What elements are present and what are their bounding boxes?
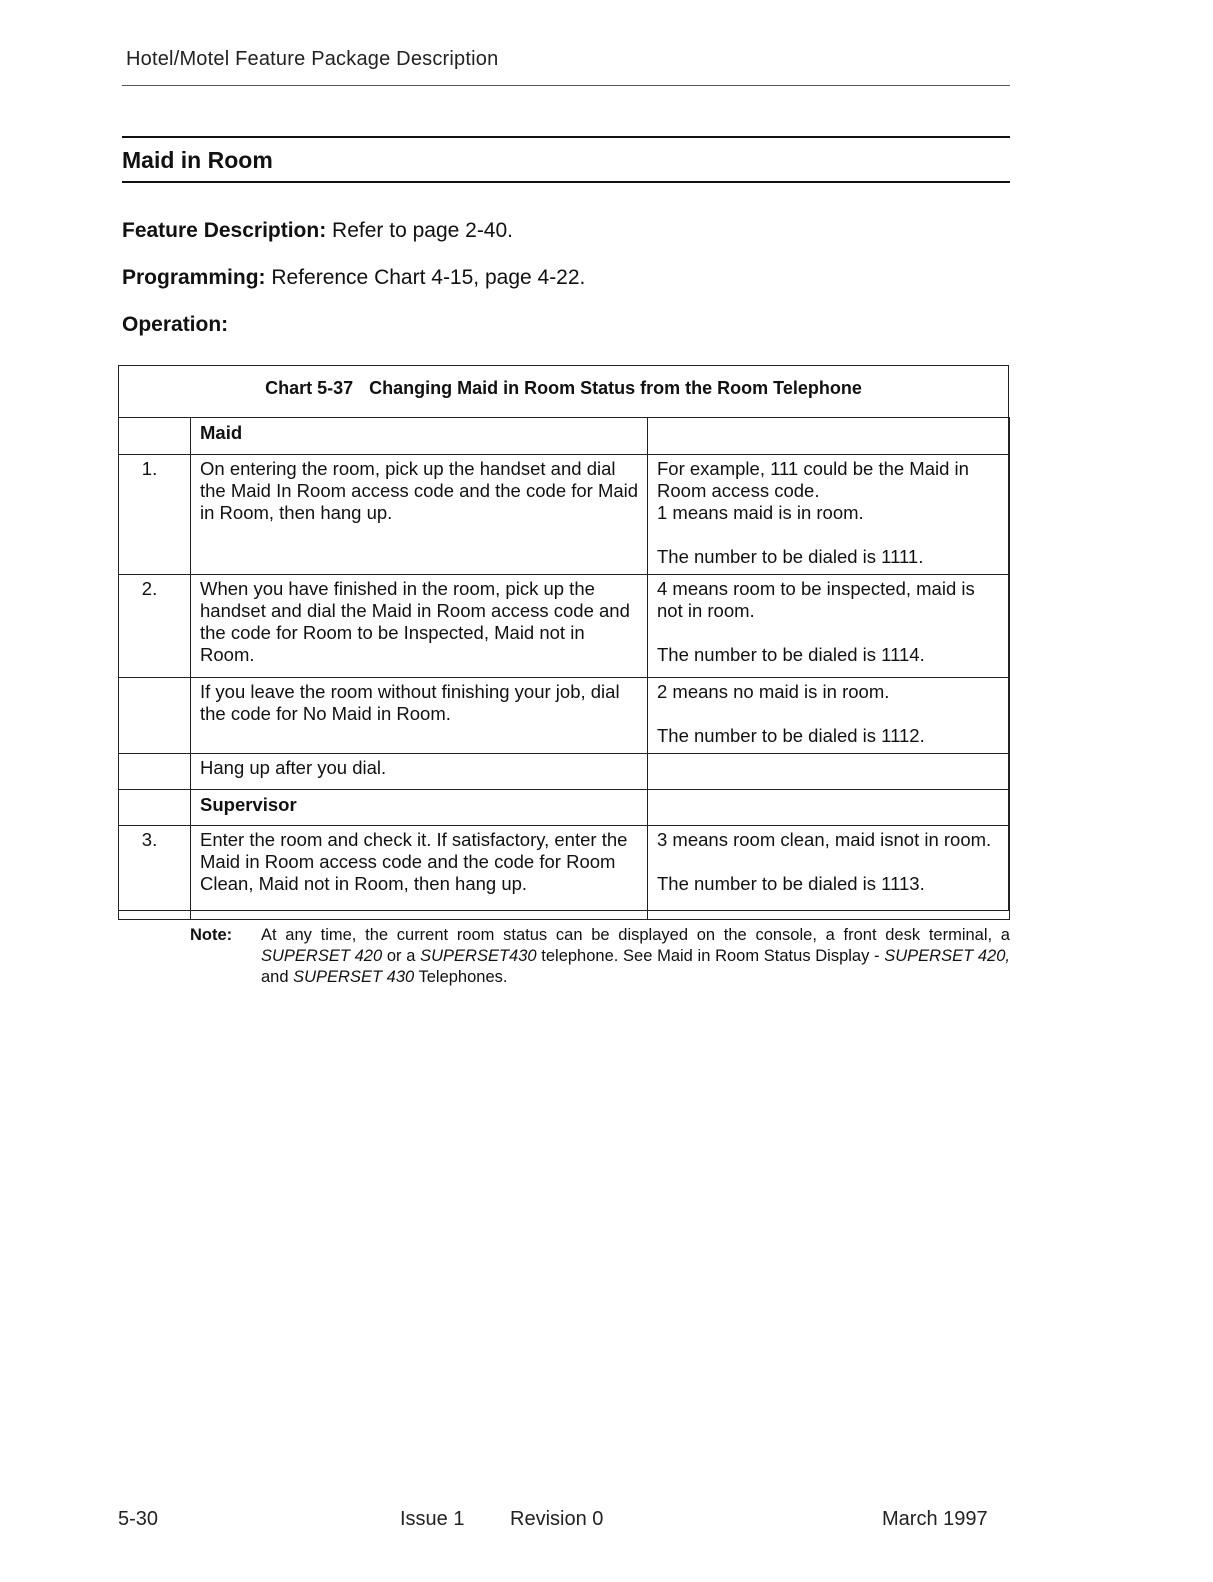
- steps-table: [118, 417, 1010, 920]
- operation-label: Operation:: [122, 313, 229, 336]
- note: [190, 925, 1010, 988]
- section-title: Maid in Room: [122, 147, 273, 173]
- step-note: [648, 754, 1010, 790]
- note-text: [261, 925, 1010, 988]
- table-row: [119, 754, 1010, 790]
- table-cell: [648, 418, 1010, 455]
- header-rule: [122, 85, 1010, 86]
- table-row: [119, 790, 1010, 826]
- footer-issue: Issue 1: [400, 1508, 465, 1530]
- step-note: [648, 826, 1010, 920]
- step-number: 1.: [119, 455, 191, 575]
- step-note-b: The number to be dialed is 1111.: [657, 546, 924, 567]
- step-number: [119, 754, 191, 790]
- section-rule-bottom: [122, 181, 1010, 183]
- superset-430-ref: SUPERSET 430: [293, 968, 415, 986]
- superset-430-ref: SUPERSET430: [420, 947, 537, 965]
- step-note-b: The number to be dialed is 1112.: [657, 725, 925, 746]
- note-text-part: or a: [382, 947, 421, 965]
- note-text-part: and: [261, 968, 294, 986]
- step-action: On entering the room, pick up the handset and dial the Maid In Room access code and the code for Maid in Room, then hang up.: [191, 455, 648, 575]
- note-text-part: telephone. See Maid in Room Status Display -: [536, 947, 885, 965]
- note-text-part: Telephones.: [414, 968, 508, 986]
- step-note: [648, 575, 1010, 678]
- footer-revision: Revision 0: [510, 1508, 604, 1530]
- step-note-b: The number to be dialed is 1113.: [657, 873, 925, 894]
- step-number: 2.: [119, 575, 191, 678]
- footer-page-number: 5-30: [118, 1508, 159, 1530]
- feature-description-label: Feature Description:: [122, 219, 327, 242]
- step-note-a: 2 means no maid is in room.: [657, 681, 890, 702]
- programming-label: Programming:: [122, 266, 266, 289]
- section-rule-top: [122, 136, 1010, 138]
- table-cell: [648, 790, 1010, 826]
- supervisor-header: Supervisor: [191, 790, 648, 826]
- table-cell: [119, 790, 191, 826]
- feature-description: [122, 219, 513, 243]
- step-action: Enter the room and check it. If satisfactory, enter the Maid in Room access code and the code for Room Clean, Maid not in Room, then hang up.: [191, 826, 648, 920]
- feature-description-text: Refer to page 2-40.: [326, 219, 514, 242]
- programming-text: Reference Chart 4-15, page 4-22.: [265, 266, 586, 289]
- running-header: Hotel/Motel Feature Package Description: [126, 48, 499, 70]
- step-action: If you leave the room without finishing your job, dial the code for No Maid in Room.: [191, 678, 648, 754]
- step-number: 3.: [119, 826, 191, 920]
- superset-420-ref: SUPERSET 420,: [884, 947, 1010, 965]
- chart-number: Chart 5-37: [265, 378, 354, 398]
- table-row: [119, 678, 1010, 754]
- step-note-a: For example, 111 could be the Maid in Room access code. 1 means maid is in room.: [657, 458, 969, 523]
- step-action: Hang up after you dial.: [191, 754, 648, 790]
- table-row: [119, 575, 1010, 678]
- step-action: When you have finished in the room, pick up the handset and dial the Maid in Room access code and the code for Room to be Inspected, Maid not in Room.: [191, 575, 648, 678]
- step-number: [119, 678, 191, 754]
- table-row: [119, 826, 1010, 920]
- programming: [122, 266, 585, 290]
- step-note-a: 4 means room to be inspected, maid is not in room.: [657, 578, 975, 621]
- chart-title-text: Changing Maid in Room Status from the Room Telephone: [369, 378, 862, 398]
- chart-box: [118, 365, 1009, 911]
- maid-header: Maid: [191, 418, 648, 455]
- note-label: Note:: [190, 926, 233, 944]
- footer-date: March 1997: [882, 1508, 988, 1530]
- superset-420-ref: SUPERSET 420: [261, 947, 383, 965]
- note-text-part: At any time, the current room status can be displayed on the console, a front desk terminal, a: [261, 926, 1010, 944]
- step-note: [648, 455, 1010, 575]
- table-cell: [119, 418, 191, 455]
- step-note-b: The number to be dialed is 1114.: [657, 644, 925, 665]
- table-row: [119, 455, 1010, 575]
- chart-title: [119, 378, 1008, 399]
- step-note: [648, 678, 1010, 754]
- step-note-a: 3 means room clean, maid isnot in room.: [657, 829, 992, 850]
- table-row: [119, 418, 1010, 455]
